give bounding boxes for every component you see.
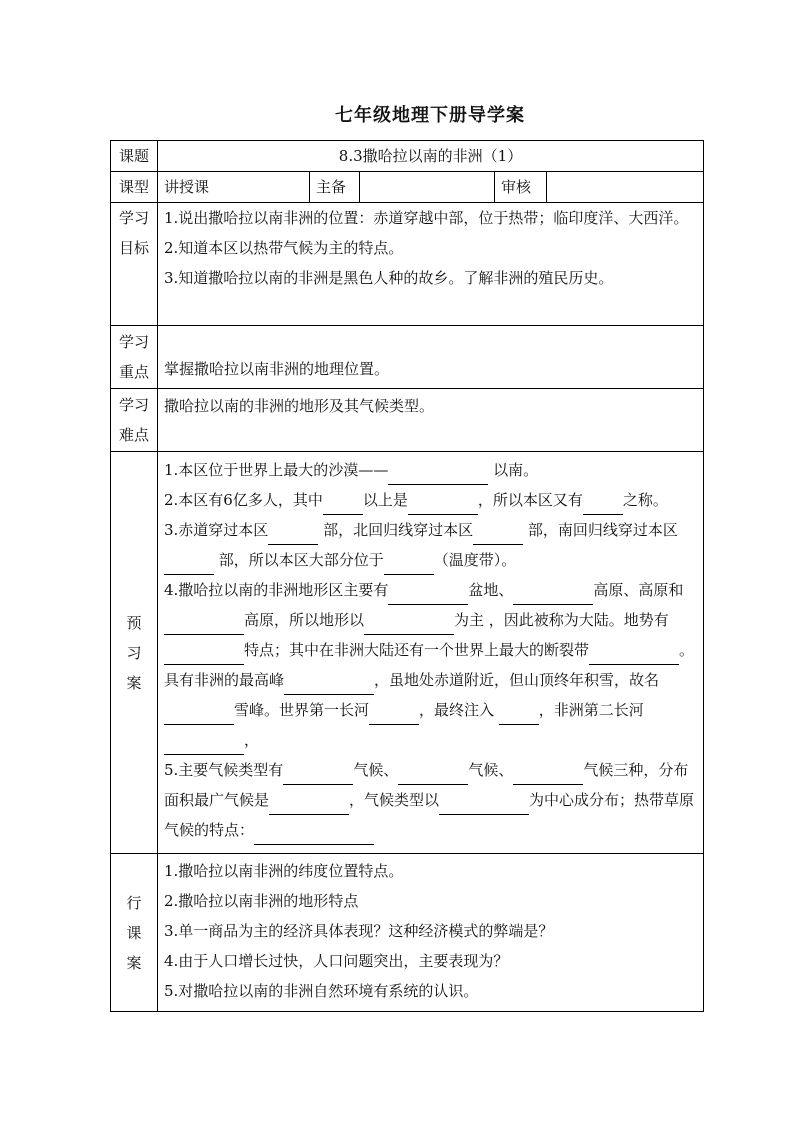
row-topic: [111, 141, 704, 172]
practice-item: 5.对撒哈拉以南的非洲自然环境有系统的认识。: [164, 982, 479, 1000]
answer-blank[interactable]: [364, 616, 454, 635]
objectives-label: 学习 目标: [111, 203, 158, 326]
lead-teacher-value: [360, 172, 495, 203]
answer-blank[interactable]: [473, 526, 523, 545]
preview-content: [158, 452, 704, 854]
answer-blank[interactable]: [164, 736, 244, 755]
row-objectives: [111, 203, 704, 326]
reviewer-value: [547, 172, 704, 203]
answer-blank[interactable]: [164, 706, 234, 725]
difficulties-value: 撒哈拉以南的非洲的地形及其气候类型。: [158, 389, 704, 452]
difficulties-label: 学习 难点: [111, 389, 158, 452]
practice-content: [158, 854, 704, 1012]
objective-item: 2.知道本区以热带气候为主的特点。: [164, 239, 404, 257]
practice-label: 行 课 案: [111, 854, 158, 1012]
answer-blank[interactable]: [164, 646, 244, 665]
topic-value: 8.3撒哈拉以南的非洲（1）: [158, 141, 704, 172]
row-key-points: [111, 326, 704, 389]
answer-blank[interactable]: [283, 766, 353, 785]
preview-question-1: 1.本区位于世界上最大的沙漠—— 以南。: [164, 455, 697, 485]
preview-question-4: 4.撒哈拉以南的非洲地形区主要有 盆地、 高原、高原和 高原，所以地形以 为主 ，因此被称为大陆。地势有特点；其中在非洲大陆还有一个世界上最大的断裂带 。具有非洲的最高峰 ，虽地处赤道附近，但山顶终年积雪，故名雪峰。世界第一长河 ，最终注入 ，非洲第二长河，: [164, 575, 697, 755]
answer-blank[interactable]: [284, 676, 374, 695]
answer-blank[interactable]: [513, 586, 593, 605]
row-lesson-type: [111, 172, 704, 203]
answer-blank[interactable]: [513, 766, 583, 785]
row-difficulties: [111, 389, 704, 452]
lesson-type-value: 讲授课: [158, 172, 310, 203]
answer-blank[interactable]: [268, 526, 318, 545]
preview-question-2: 2.本区有6亿多人，其中 以上是 ，所以本区又有 之称。: [164, 485, 697, 515]
objective-item: 3.知道撒哈拉以南的非洲是黑色人种的故乡。了解非洲的殖民历史。: [164, 269, 614, 287]
reviewer-label: 审核: [495, 172, 547, 203]
answer-blank[interactable]: [439, 796, 529, 815]
preview-question-5: 5.主要气候类型有 气候、 气候、 气候三种，分布面积最广气候是 ，气候类型以 为中心成分布；热带草原气候的特点：: [164, 755, 697, 845]
preview-label: 预 习 案: [111, 452, 158, 854]
page-title: 七年级地理下册导学案: [335, 105, 525, 126]
answer-blank[interactable]: [388, 586, 468, 605]
answer-blank[interactable]: [164, 556, 214, 575]
preview-question-3: 3.赤道穿过本区 部，北回归线穿过本区 部，南回归线穿过本区 部，所以本区大部分位于 （温度带）。: [164, 515, 697, 575]
answer-blank[interactable]: [254, 826, 374, 845]
key-points-value: 掌握撒哈拉以南非洲的地理位置。: [158, 326, 704, 389]
objectives-content: [158, 203, 704, 326]
lead-teacher-label: 主备: [310, 172, 360, 203]
practice-item: 2.撒哈拉以南非洲的地形特点: [164, 892, 359, 910]
answer-blank[interactable]: [369, 706, 419, 725]
objective-item: 1.说出撒哈拉以南非洲的位置：赤道穿越中部，位于热带；临印度洋、大西洋。: [164, 209, 689, 227]
answer-blank[interactable]: [589, 646, 679, 665]
practice-item: 3.单一商品为主的经济具体表现？这种经济模式的弊端是？: [164, 922, 554, 940]
answer-blank[interactable]: [499, 706, 539, 725]
answer-blank[interactable]: [398, 766, 468, 785]
answer-blank[interactable]: [384, 556, 434, 575]
answer-blank[interactable]: [388, 466, 488, 485]
row-preview: [111, 452, 704, 854]
lesson-type-label: 课型: [111, 172, 158, 203]
lesson-plan-table: [110, 140, 704, 1012]
answer-blank[interactable]: [583, 496, 623, 515]
practice-item: 1.撒哈拉以南非洲的纬度位置特点。: [164, 862, 404, 880]
key-points-label: 学习 重点: [111, 326, 158, 389]
answer-blank[interactable]: [269, 796, 349, 815]
row-practice: [111, 854, 704, 1012]
answer-blank[interactable]: [408, 496, 478, 515]
answer-blank[interactable]: [164, 616, 244, 635]
answer-blank[interactable]: [323, 496, 363, 515]
topic-label: 课题: [111, 141, 158, 172]
practice-item: 4.由于人口增长过快，人口问题突出，主要表现为？: [164, 952, 509, 970]
